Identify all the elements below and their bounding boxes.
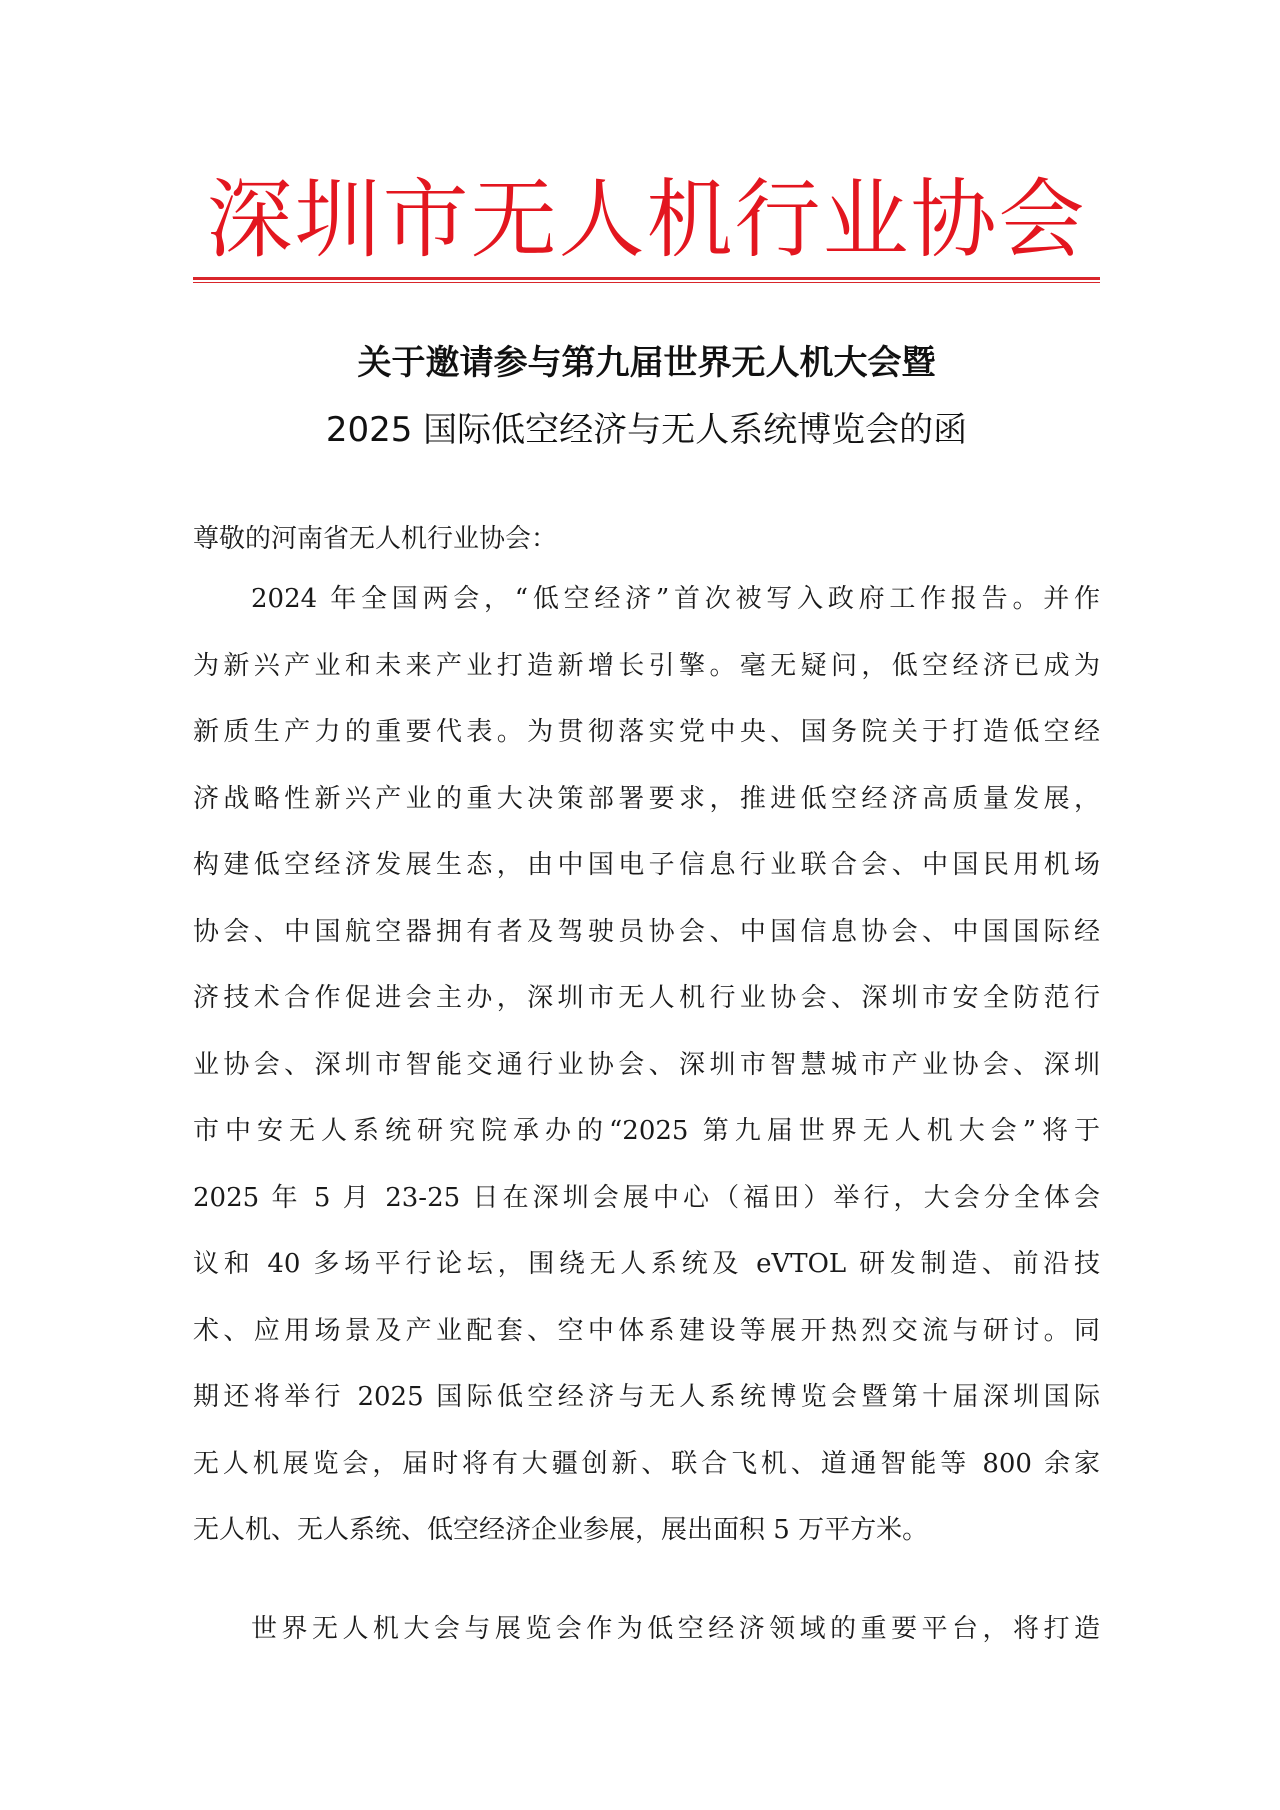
paragraph-1-line: 新质生产力的重要代表。为贯彻落实党中央、国务院关于打造低空经 [193,717,1100,747]
paragraph-1-line: 无人机展览会，届时将有大疆创新、联合飞机、道通智能等 800 余家 [193,1448,1100,1479]
paragraph-1-line: 市中安无人系统研究院承办的“2025 第九届世界无人机大会”将于 [193,1116,1100,1146]
paragraph-1-line: 构建低空经济发展生态，由中国电子信息行业联合会、中国民用机场 [193,850,1100,880]
paragraph-1-line: 无人机、无人系统、低空经济企业参展，展出面积 5 万平方米。 [193,1515,929,1545]
letterhead-org-name: 深圳市无人机行业协会 [206,170,1087,270]
letterhead-rule-thin [193,282,1100,283]
paragraph-1-line: 议和 40 多场平行论坛，围绕无人系统及 eVTOL 研发制造、前沿技 [193,1249,1100,1279]
paragraph-1-line: 为新兴产业和未来产业打造新增长引擎。毫无疑问，低空经济已成为 [193,650,1100,681]
paragraph-1-line: 2025 年 5 月 23-25 日在深圳会展中心（福田）举行，大会分全体会 [193,1182,1100,1213]
paragraph-2 [193,1596,1100,1663]
salutation: 尊敬的河南省无人机行业协会： [193,524,558,554]
paragraph-2-line: 世界无人机大会与展览会作为低空经济领域的重要平台，将打造 [251,1614,1100,1644]
paragraph-1-line: 协会、中国航空器拥有者及驾驶员协会、中国信息协会、中国国际经 [193,916,1100,947]
document-title-line-1: 关于邀请参与第九届世界无人机大会暨 [357,343,936,383]
paragraph-1-line: 期还将举行 2025 国际低空经济与无人系统博览会暨第十届深圳国际 [193,1382,1100,1412]
paragraph-1-line: 济战略性新兴产业的重大决策部署要求，推进低空经济高质量发展， [193,783,1100,814]
paragraph-1-line: 济技术合作促进会主办，深圳市无人机行业协会、深圳市安全防范行 [193,983,1100,1013]
document-title-line-2: 2025 国际低空经济与无人系统博览会的函 [325,410,968,450]
paragraph-1-line: 2024 年全国两会，“低空经济”首次被写入政府工作报告。并作 [251,584,1100,614]
paragraph-1-line: 术、应用场景及产业配套、空中体系建设等展开热烈交流与研讨。同 [193,1315,1100,1346]
paragraph-1-line: 业协会、深圳市智能交通行业协会、深圳市智慧城市产业协会、深圳 [193,1049,1100,1080]
letterhead-rule-thick [193,277,1100,280]
paragraph-1 [193,566,1100,1564]
